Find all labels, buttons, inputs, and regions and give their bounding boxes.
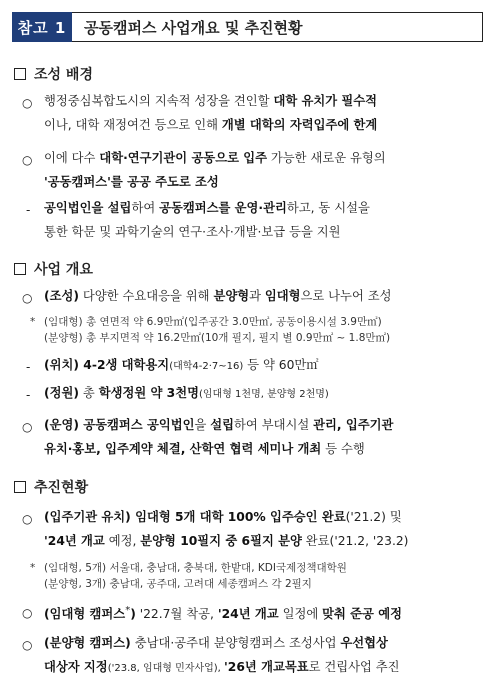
square-icon [14, 481, 26, 493]
section-title: 추진현황 [34, 480, 89, 496]
section-background [14, 64, 93, 84]
doc-header [12, 12, 483, 42]
paragraph-line: 유치·홍보, 입주계약 체결, 산학연 협력 세미나 개최 등 수행 [44, 442, 365, 456]
paragraph-line: 공익법인을 설립하여 공동캠퍼스를 운영·관리하고, 동 시설을 [44, 201, 370, 215]
section-overview [14, 259, 93, 279]
reference-tag: 참고 1 [12, 12, 72, 42]
circle-bullet-icon: ○ [22, 153, 33, 167]
paragraph-line: (조성) 다양한 수요대응을 위해 분양형과 임대형으로 나누어 조성 [44, 289, 392, 303]
paragraph-line: '24년 개교 예정, 분양형 10필지 중 6필지 분양 완료('21.2, '23.2) [44, 534, 409, 548]
paragraph-line: 이에 다수 대학·연구기관이 공동으로 입주 가능한 새로운 유형의 [44, 151, 386, 165]
doc-title: 공동캠퍼스 사업개요 및 추진현황 [72, 12, 483, 42]
asterisk-icon: * [30, 316, 36, 328]
section-title: 사업 개요 [34, 262, 93, 278]
paragraph-line: (정원) 총 학생정원 약 3천명(임대형 1천명, 분양형 2천명) [44, 386, 329, 400]
paragraph-line: (위치) 4-2생 대학용지(대학4-2·7~16) 등 약 60만㎡ [44, 358, 319, 372]
asterisk-icon: * [30, 562, 36, 574]
paragraph-line: 이나, 대학 재정여건 등으로 인해 개별 대학의 자력입주에 한계 [44, 118, 378, 132]
circle-bullet-icon: ○ [22, 96, 33, 110]
circle-bullet-icon: ○ [22, 420, 33, 434]
dash-bullet: - [26, 388, 31, 402]
paragraph-line: '공동캠퍼스'를 공공 주도로 조성 [44, 175, 219, 189]
paragraph-line: (입주기관 유치) 임대형 5개 대학 100% 입주승인 완료('21.2) 및 [44, 510, 402, 524]
paragraph-line: 대상자 지정('23.8, 임대형 민자사업), '26년 개교목표로 건립사업 추진 [44, 660, 400, 674]
dash-bullet: - [26, 360, 31, 374]
circle-bullet-icon: ○ [22, 291, 33, 305]
circle-bullet-icon: ○ [22, 638, 33, 652]
section-progress [14, 477, 88, 497]
paragraph-line: (임대형 캠퍼스*) '22.7월 착공, '24년 개교 일정에 맞춰 준공 예정 [44, 605, 402, 622]
square-icon [14, 68, 26, 80]
circle-bullet-icon: ○ [22, 606, 33, 620]
circle-bullet-icon: ○ [22, 512, 33, 526]
note-line: (임대형) 총 연면적 약 6.9만㎡(입주공간 3.0만㎡, 공동이용시설 3.9만㎡) [44, 316, 382, 328]
note-line: (분양형, 3개) 충남대, 공주대, 고려대 세종캠퍼스 각 2필지 [44, 578, 312, 590]
paragraph-line: (분양형 캠퍼스) 충남대·공주대 분양형캠퍼스 조성사업 우선협상 [44, 636, 388, 650]
paragraph-line: (운영) 공동캠퍼스 공익법인을 설립하여 부대시설 관리, 입주기관 [44, 418, 394, 432]
section-title: 조성 배경 [34, 67, 93, 83]
dash-bullet: - [26, 203, 31, 217]
paragraph-line: 행정중심복합도시의 지속적 성장을 견인할 대학 유치가 필수적 [44, 94, 378, 108]
note-line: (분양형) 총 부지면적 약 16.2만㎡(10개 필지, 필지 별 0.9만㎡ ~ 1.8만㎡) [44, 332, 391, 344]
square-icon [14, 263, 26, 275]
paragraph-line: 통한 학문 및 과학기술의 연구·조사·개발·보급 등을 지원 [44, 225, 341, 239]
note-line: (임대형, 5개) 서울대, 충남대, 충북대, 한밭대, KDI국제정책대학원 [44, 562, 347, 574]
